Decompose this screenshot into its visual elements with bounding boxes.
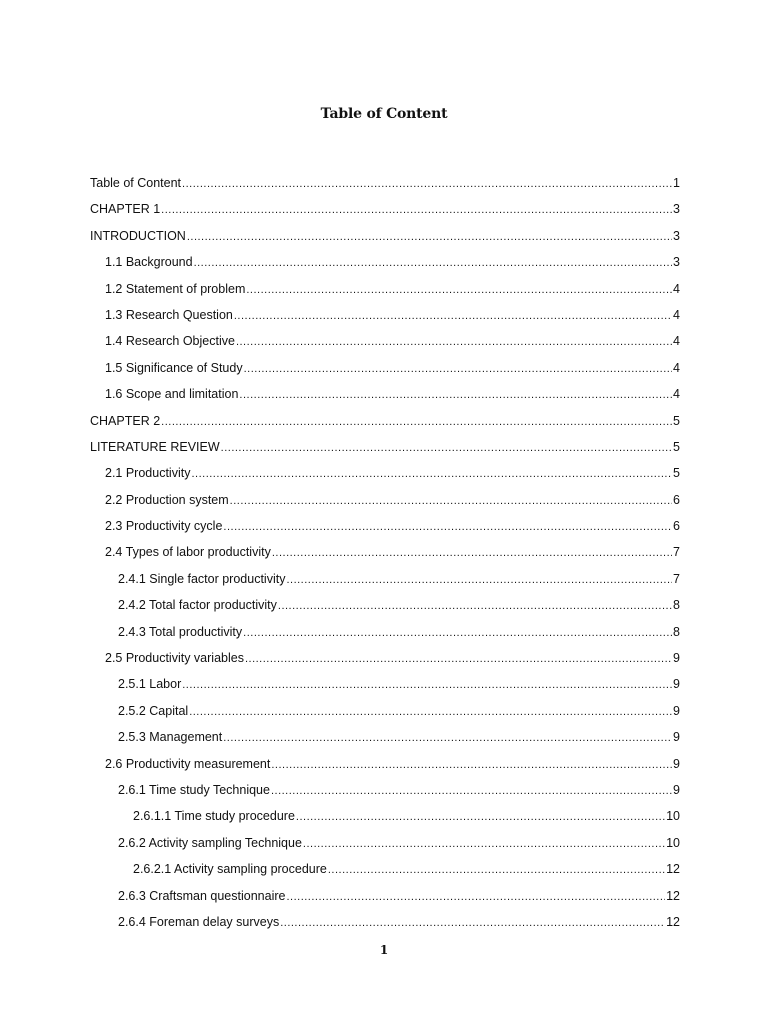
toc-entry-page-number: 12 — [666, 888, 680, 903]
toc-entry-page-number: 6 — [673, 492, 680, 507]
toc-entry[interactable] — [90, 361, 680, 387]
toc-entry-label: 1.2 Statement of problem — [105, 281, 246, 296]
toc-dot-leader — [182, 176, 672, 190]
toc-entry-page-number: 7 — [673, 571, 680, 586]
toc-entry[interactable] — [90, 889, 680, 915]
toc-entry-label: 2.5.2 Capital — [118, 703, 189, 718]
toc-dot-leader — [234, 308, 672, 322]
toc-entry-page-number: 4 — [673, 307, 680, 322]
toc-entry[interactable] — [90, 255, 680, 281]
toc-dot-leader — [187, 229, 672, 243]
toc-entry[interactable] — [90, 677, 680, 703]
toc-dot-leader — [221, 440, 672, 454]
toc-dot-leader — [278, 598, 672, 612]
toc-entry-label: 2.5.1 Labor — [118, 677, 182, 692]
toc-entry-label: 1.4 Research Objective — [105, 334, 235, 349]
toc-dot-leader — [223, 519, 672, 533]
toc-entry-label: 2.6.1 Time study Technique — [118, 782, 270, 797]
toc-entry[interactable] — [90, 625, 680, 651]
toc-entry[interactable] — [90, 783, 680, 809]
toc-dot-leader — [296, 809, 665, 823]
toc-dot-leader — [286, 889, 665, 903]
toc-entry-label: 1.5 Significance of Study — [105, 360, 243, 375]
toc-dot-leader — [286, 572, 672, 586]
toc-entry-page-number: 3 — [673, 255, 680, 270]
toc-dot-leader — [328, 862, 665, 876]
toc-entry-label: 2.3 Productivity cycle — [105, 519, 223, 534]
toc-entry-label: 2.6 Productivity measurement — [105, 756, 271, 771]
toc-dot-leader — [194, 255, 672, 269]
toc-entry[interactable] — [90, 414, 680, 440]
toc-dot-leader — [161, 202, 672, 216]
toc-entry-page-number: 5 — [673, 413, 680, 428]
toc-entry[interactable] — [90, 466, 680, 492]
toc-entry[interactable] — [90, 519, 680, 545]
toc-entry[interactable] — [90, 334, 680, 360]
toc-entry-label: 2.4 Types of labor productivity — [105, 545, 271, 560]
toc-entry-label: 2.6.2.1 Activity sampling procedure — [133, 862, 327, 877]
toc-entry-label: 2.5 Productivity variables — [105, 651, 244, 666]
toc-entry-label: 1.6 Scope and limitation — [105, 387, 239, 402]
toc-dot-leader — [191, 466, 672, 480]
toc-entry-label: 2.5.3 Management — [118, 730, 223, 745]
toc-dot-leader — [189, 704, 672, 718]
toc-entry-page-number: 9 — [673, 677, 680, 692]
toc-entry[interactable] — [90, 757, 680, 783]
toc-entry[interactable] — [90, 704, 680, 730]
toc-entry-page-number: 4 — [673, 387, 680, 402]
toc-entry-page-number: 4 — [673, 334, 680, 349]
toc-entry[interactable] — [90, 282, 680, 308]
toc-entry[interactable] — [90, 862, 680, 888]
toc-entry[interactable] — [90, 651, 680, 677]
toc-dot-leader — [303, 836, 665, 850]
toc-dot-leader — [182, 677, 672, 691]
toc-entry[interactable] — [90, 202, 680, 228]
toc-entry-page-number: 10 — [666, 835, 680, 850]
toc-entry-label: CHAPTER 2 — [90, 413, 161, 428]
toc-entry-page-number: 8 — [673, 624, 680, 639]
toc-entry-label: 2.4.2 Total factor productivity — [118, 598, 277, 613]
toc-entry-page-number: 3 — [673, 202, 680, 217]
toc-entry-page-number: 5 — [673, 439, 680, 454]
toc-entry-page-number: 5 — [673, 466, 680, 481]
toc-entry[interactable] — [90, 387, 680, 413]
toc-dot-leader — [230, 493, 672, 507]
toc-entry[interactable] — [90, 809, 680, 835]
toc-entry-page-number: 9 — [673, 756, 680, 771]
toc-dot-leader — [245, 651, 672, 665]
table-of-contents — [90, 176, 680, 941]
toc-entry-label: 1.1 Background — [105, 255, 193, 270]
toc-entry-page-number: 9 — [673, 782, 680, 797]
toc-entry-label: Table of Content — [90, 176, 182, 190]
toc-entry-label: 2.6.1.1 Time study procedure — [133, 809, 295, 824]
toc-dot-leader — [161, 414, 672, 428]
toc-entry-label: LITERATURE REVIEW — [90, 439, 220, 454]
toc-entry-page-number: 9 — [673, 730, 680, 745]
toc-entry[interactable] — [90, 176, 680, 202]
toc-dot-leader — [271, 783, 672, 797]
toc-entry-page-number: 12 — [666, 914, 680, 929]
toc-dot-leader — [280, 915, 665, 929]
toc-entry-page-number: 4 — [673, 360, 680, 375]
toc-dot-leader — [243, 625, 672, 639]
toc-dot-leader — [244, 361, 672, 375]
toc-entry-page-number: 1 — [673, 176, 680, 190]
toc-entry-page-number: 12 — [666, 862, 680, 877]
toc-dot-leader — [223, 730, 672, 744]
toc-entry-label: 2.4.1 Single factor productivity — [118, 571, 286, 586]
toc-entry[interactable] — [90, 836, 680, 862]
toc-dot-leader — [271, 757, 672, 771]
toc-entry-label: 2.2 Production system — [105, 492, 229, 507]
toc-entry-page-number: 3 — [673, 228, 680, 243]
toc-entry[interactable] — [90, 308, 680, 334]
page-title: Table of Content — [320, 106, 448, 122]
toc-entry[interactable] — [90, 440, 680, 466]
toc-entry-label: 2.4.3 Total productivity — [118, 624, 243, 639]
toc-dot-leader — [246, 282, 672, 296]
toc-dot-leader — [272, 545, 672, 559]
toc-entry-page-number: 4 — [673, 281, 680, 296]
toc-dot-leader — [236, 334, 672, 348]
toc-entry[interactable] — [90, 493, 680, 519]
toc-entry-label: CHAPTER 1 — [90, 202, 161, 217]
toc-entry-page-number: 9 — [673, 651, 680, 666]
toc-entry-page-number: 8 — [673, 598, 680, 613]
toc-entry-label: 2.6.2 Activity sampling Technique — [118, 835, 302, 850]
toc-entry-label: 1.3 Research Question — [105, 307, 233, 322]
toc-entry-label: 2.6.3 Craftsman questionnaire — [118, 888, 286, 903]
toc-entry[interactable] — [90, 572, 680, 598]
toc-entry-page-number: 10 — [666, 809, 680, 824]
toc-entry-page-number: 7 — [673, 545, 680, 560]
toc-entry-label: 2.6.4 Foreman delay surveys — [118, 914, 280, 929]
toc-entry-page-number: 9 — [673, 703, 680, 718]
toc-entry-label: 2.1 Productivity — [105, 466, 191, 481]
toc-entry[interactable] — [90, 730, 680, 756]
toc-entry[interactable] — [90, 915, 680, 941]
toc-entry[interactable] — [90, 229, 680, 255]
toc-entry[interactable] — [90, 545, 680, 571]
toc-entry-page-number: 6 — [673, 519, 680, 534]
footer-page-number: 1 — [379, 943, 389, 957]
toc-entry-label: INTRODUCTION — [90, 228, 186, 243]
toc-entry[interactable] — [90, 598, 680, 624]
toc-dot-leader — [239, 387, 672, 401]
